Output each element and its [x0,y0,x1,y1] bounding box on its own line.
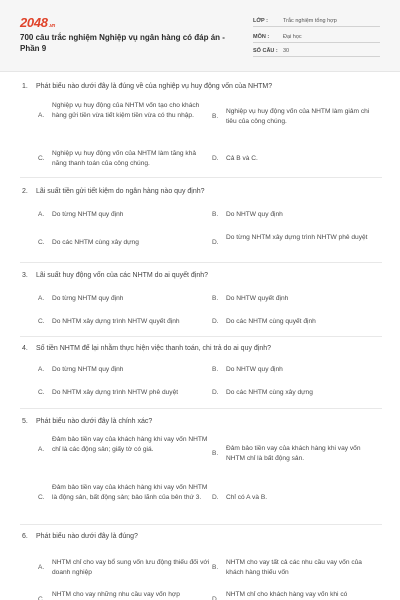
option-letter: A. [38,366,45,373]
option-letter: C. [38,389,45,396]
question-text: Số tiền NHTM để lại nhằm thực hiện việc thanh toán, chi trả do ai quy định? [36,345,272,352]
option-text: NHTM chỉ cho khách hàng vay vốn khi có [226,591,348,598]
option-letter: A. [38,112,45,119]
site-logo[interactable] [20,15,55,30]
option-letter: A. [38,211,45,218]
option-letter: D. [212,494,219,501]
option-text: Cả B và C. [226,155,258,162]
option-letter: B. [212,113,219,120]
option-text: Do NHTM xây dựng trình NHTW quyết định [52,318,180,325]
meta-value: Trắc nghiệm tổng hợp [283,18,337,24]
question-text: Phát biểu nào dưới đây là đúng về của nghiệp vụ huy động vốn của NHTM? [36,83,273,90]
option-letter: C. [38,155,45,162]
question-number: 4. [22,345,28,352]
option-letter: D. [212,318,219,325]
option-text: NHTM cho vay tất cả các nhu cầu vay vốn của khách hàng thiếu vốn [226,559,362,576]
option-text: Nghiệp vụ huy động vốn của NHTM làm tăng khả năng thanh toán của công chúng. [52,150,197,167]
option-letter: B. [212,295,219,302]
option-text: Nghiệp vụ huy động của NHTM vốn tạo cho khách hàng gửi tiền vừa tiết kiệm tiền vừa có thu nhập. [52,102,200,119]
option-text: Do các NHTM cùng quyết định [226,318,316,325]
option-letter: D. [212,155,219,162]
option-letter: B. [212,450,219,457]
question-text: Phát biểu nào dưới đây là đúng? [36,533,138,540]
question-text: Lãi suất tiền gửi tiết kiệm do ngân hàng nào quy định? [36,188,205,195]
option-letter: D. [212,596,219,600]
option-letter: D. [212,389,219,396]
option-text: Đảm bảo tiền vay của khách hàng khi vay vốn NHTM chỉ là bất động sản. [226,445,361,462]
option-letter: C. [38,318,45,325]
option-text: Do từng NHTM quy định [52,366,124,373]
divider [20,524,382,525]
question-number: 5. [22,418,28,425]
option-text: Do từng NHTM quy định [52,295,124,302]
option-text: Do NHTW quy định [226,366,283,373]
option-text: Do từng NHTM quy định [52,211,124,218]
option-letter: C. [38,239,45,246]
question-number: 6. [22,533,28,540]
option-text: Do các NHTM cùng xây dựng [226,389,313,396]
question-number: 3. [22,272,28,279]
meta-value: 30 [283,48,290,54]
question-number: 1. [22,83,28,90]
option-text: Nghiệp vụ huy động vốn của NHTM làm giảm chi tiêu của công chúng. [226,108,370,125]
option-text: Do từng NHTM xây dựng trình NHTW phê duyệt [226,234,368,241]
option-text: Đảm bảo tiền vay của khách hàng khi vay vốn NHTM chỉ là các động sản; giấy tờ có giá. [52,436,208,453]
logo-tld: .vn [48,23,56,29]
option-letter: A. [38,564,45,571]
option-text: Đảm bảo tiền vay của khách hàng khi vay vốn NHTM là động sản, bất động sản; bảo lãnh của bên thứ 3. [52,484,208,501]
question-number: 2. [22,188,28,195]
option-letter: C. [38,596,45,600]
meta-label: SỐ CÂU : [253,48,278,54]
meta-label: LỚP : [253,18,268,24]
document-title: 700 câu trắc nghiệm Nghiệp vụ ngân hàng có đáp án - Phần 9 [20,33,225,53]
question-text: Phát biểu nào dưới đây là chính xác? [36,418,153,425]
divider [20,336,382,337]
option-text: Do NHTW quyết định [226,295,289,302]
document-header [0,0,400,72]
meta-class-row [253,16,380,27]
meta-subject-row [253,32,380,43]
option-letter: B. [212,366,219,373]
divider [20,177,382,178]
option-text: Do NHTW quy định [226,211,283,218]
option-letter: B. [212,564,219,571]
option-text: Do các NHTM cùng xây dựng [52,239,139,246]
meta-value: Đại học [283,34,302,40]
option-text: Do NHTM xây dựng trình NHTW phê duyệt [52,389,179,396]
logo-main: 2048 [20,15,48,30]
meta-label: MÔN : [253,34,270,40]
option-letter: D. [212,239,219,246]
option-letter: B. [212,211,219,218]
option-letter: C. [38,494,45,501]
option-letter: A. [38,295,45,302]
question-text: Lãi suất huy động vốn của các NHTM do ai quyết định? [36,272,208,279]
option-letter: A. [38,446,45,453]
option-text: Chỉ có A và B. [226,494,268,501]
divider [20,262,382,263]
option-text: NHTM cho vay những nhu cầu vay vốn hợp [52,591,180,598]
divider [20,408,382,409]
meta-count-row [253,46,380,57]
option-text: NHTM chỉ cho vay bổ sung vốn lưu động thiếu đối với doanh nghiệp [52,559,210,576]
